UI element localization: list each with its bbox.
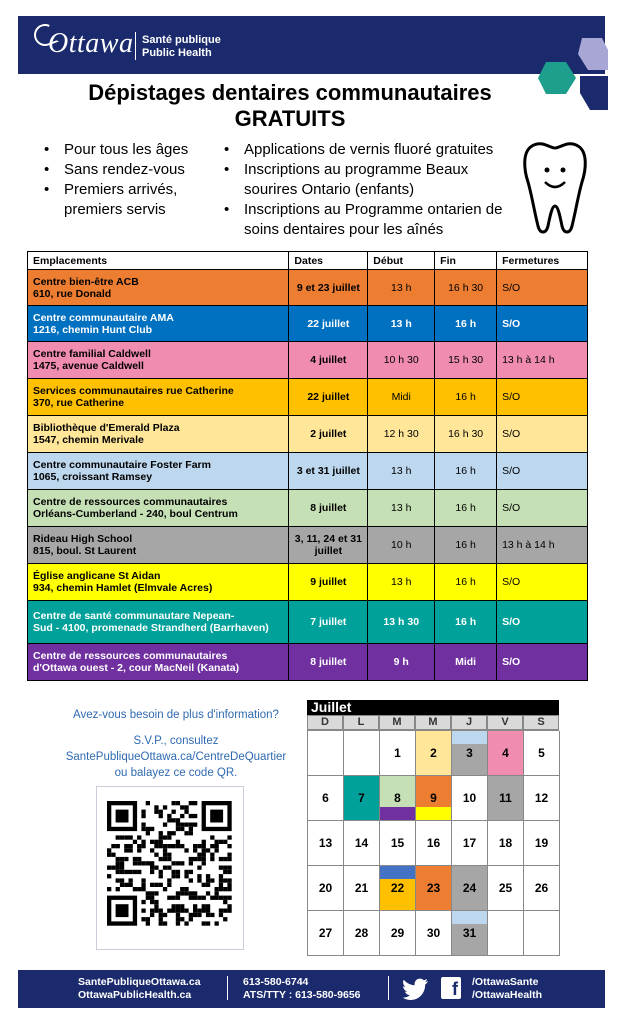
- table-row: [28, 453, 588, 490]
- day-number: 24: [462, 881, 477, 895]
- location-name: Services communautaires rue Catherine: [33, 385, 234, 397]
- day-number: 22: [390, 881, 405, 895]
- closure-cell: S/O: [497, 379, 588, 416]
- day-number: 29: [390, 926, 405, 940]
- dates-cell: 4 juillet: [289, 342, 368, 379]
- calendar-day: [524, 821, 560, 866]
- column-header: Emplacements: [28, 252, 289, 270]
- location-address: d'Ottawa ouest - 2, cour MacNeil (Kanata): [33, 662, 240, 674]
- column-header: Fin: [435, 252, 497, 270]
- column-header: Fermetures: [497, 252, 588, 270]
- day-number: 25: [498, 881, 513, 895]
- end-time-cell: 15 h 30: [435, 342, 497, 379]
- brand-line-fr: Santé publique: [142, 34, 221, 46]
- end-time-cell: 16 h: [435, 564, 497, 601]
- end-time-cell: 16 h: [435, 453, 497, 490]
- closure-cell: 13 h à 14 h: [497, 527, 588, 564]
- end-time-cell: 16 h: [435, 379, 497, 416]
- end-time-cell: Midi: [435, 644, 497, 681]
- location-name: Centre de santé communautare Nepean-: [33, 610, 235, 622]
- calendar-day: [416, 731, 452, 776]
- end-time-cell: 16 h: [435, 527, 497, 564]
- calendar-day: [416, 866, 452, 911]
- info-line: ou balayez ce code QR.: [114, 767, 238, 779]
- calendar-day: [452, 911, 488, 956]
- closure-cell: S/O: [497, 453, 588, 490]
- day-highlight: [416, 807, 451, 820]
- website-link-fr[interactable]: SantePubliqueOttawa.ca: [78, 976, 201, 988]
- phone-number[interactable]: 613-580-6744: [243, 976, 309, 988]
- calendar-day: [488, 776, 524, 821]
- day-number: 14: [354, 836, 369, 850]
- start-time-cell: 10 h: [368, 527, 435, 564]
- calendar-day: [488, 821, 524, 866]
- location-address: 815, boul. St Laurent: [33, 545, 137, 557]
- end-time-cell: 16 h: [435, 490, 497, 527]
- calendar-day: [380, 866, 416, 911]
- location-cell: [28, 416, 289, 453]
- calendar-day: [488, 911, 524, 956]
- day-number: 10: [462, 791, 477, 805]
- end-time-cell: 16 h: [435, 306, 497, 342]
- calendar-day: [308, 776, 344, 821]
- brand-text: [142, 34, 221, 60]
- location-cell: [28, 564, 289, 601]
- calendar-day: [416, 911, 452, 956]
- start-time-cell: 13 h: [368, 270, 435, 306]
- calendar-day: [344, 731, 380, 776]
- dates-cell: 7 juillet: [289, 601, 368, 644]
- day-highlight: [380, 866, 415, 879]
- social-handle-fr[interactable]: /OttawaSante: [472, 976, 539, 988]
- calendar-day: [380, 911, 416, 956]
- calendar-day: [524, 911, 560, 956]
- location-name: Église anglicane St Aidan: [33, 570, 161, 582]
- start-time-cell: 13 h: [368, 490, 435, 527]
- calendar-day: [380, 821, 416, 866]
- locations-table: [27, 251, 588, 681]
- end-time-cell: 16 h: [435, 601, 497, 644]
- location-name: Centre bien-être ACB: [33, 275, 139, 288]
- calendar-grid: [307, 730, 559, 956]
- dates-cell: 3, 11, 24 et 31 juillet: [289, 527, 368, 564]
- closure-cell: 13 h à 14 h: [497, 342, 588, 379]
- day-number: 31: [462, 926, 477, 940]
- day-highlight: [380, 807, 415, 820]
- dates-cell: 22 juillet: [289, 306, 368, 342]
- location-address: 1216, chemin Hunt Club: [33, 323, 153, 336]
- table-row: [28, 379, 588, 416]
- calendar-day: [308, 821, 344, 866]
- website-link-en[interactable]: OttawaPublicHealth.ca: [78, 989, 192, 1001]
- calendar-day: [416, 821, 452, 866]
- bullet-item: • Pour tous les âges: [42, 140, 222, 160]
- location-address: Orléans-Cumberland - 240, boul Centrum: [33, 508, 238, 520]
- calendar-day: [344, 911, 380, 956]
- calendar-day: [524, 776, 560, 821]
- day-number: 4: [502, 746, 509, 760]
- day-number: 21: [354, 881, 369, 895]
- start-time-cell: Midi: [368, 379, 435, 416]
- weekday-label: V: [487, 715, 523, 730]
- location-address: Sud - 4100, promenade Strandherd (Barrhaven): [33, 622, 269, 634]
- location-cell: [28, 527, 289, 564]
- calendar-day: [344, 866, 380, 911]
- footer-websites: [78, 976, 201, 1002]
- table-row: [28, 527, 588, 564]
- dates-cell: 8 juillet: [289, 490, 368, 527]
- footer-social-handles: [472, 976, 542, 1002]
- table-row: [28, 342, 588, 379]
- closure-cell: S/O: [497, 601, 588, 644]
- day-number: 8: [394, 791, 401, 805]
- day-number: 6: [322, 791, 329, 805]
- day-number: 12: [534, 791, 549, 805]
- day-number: 20: [318, 881, 333, 895]
- table-header-row: [28, 252, 588, 270]
- day-highlight: [452, 731, 487, 744]
- table-row: [28, 270, 588, 306]
- dates-cell: 22 juillet: [289, 379, 368, 416]
- day-number: 1: [394, 746, 401, 760]
- location-cell: [28, 342, 289, 379]
- location-address: 370, rue Catherine: [33, 397, 125, 409]
- weekday-label: M: [379, 715, 415, 730]
- calendar-day: [308, 911, 344, 956]
- calendar-day: [452, 731, 488, 776]
- info-url-link[interactable]: SantePubliqueOttawa.ca/CentreDeQuartier: [65, 751, 287, 763]
- start-time-cell: 10 h 30: [368, 342, 435, 379]
- calendar-day: [308, 731, 344, 776]
- bullet-list-right: [222, 140, 522, 240]
- brand-divider: [135, 32, 136, 60]
- closure-cell: S/O: [497, 564, 588, 601]
- end-time-cell: 16 h 30: [435, 270, 497, 306]
- title-line-2: GRATUITS: [234, 106, 346, 131]
- table-row: [28, 644, 588, 681]
- location-name: Rideau High School: [33, 533, 133, 545]
- day-number: 26: [534, 881, 549, 895]
- info-question: Avez-vous besoin de plus d'information?: [73, 709, 279, 721]
- header-banner: [18, 16, 605, 74]
- dates-cell: 2 juillet: [289, 416, 368, 453]
- social-handle-en[interactable]: /OttawaHealth: [472, 989, 543, 1001]
- location-address: 610, rue Donald: [33, 287, 112, 300]
- location-cell: [28, 270, 289, 306]
- day-number: 18: [498, 836, 513, 850]
- location-cell: [28, 379, 289, 416]
- column-header: Début: [368, 252, 435, 270]
- table-row: [28, 564, 588, 601]
- closure-cell: S/O: [497, 306, 588, 342]
- day-number: 30: [426, 926, 441, 940]
- facebook-icon[interactable]: f: [441, 977, 461, 999]
- weekday-label: L: [343, 715, 379, 730]
- start-time-cell: 13 h: [368, 306, 435, 342]
- start-time-cell: 9 h: [368, 644, 435, 681]
- day-number: 23: [426, 881, 441, 895]
- calendar-day: [452, 776, 488, 821]
- calendar-day: [308, 866, 344, 911]
- weekday-label: D: [307, 715, 343, 730]
- location-address: 1547, chemin Merivale: [33, 434, 144, 446]
- calendar-day: [380, 776, 416, 821]
- closure-cell: S/O: [497, 644, 588, 681]
- location-name: Centre familial Caldwell: [33, 348, 151, 360]
- calendar-day: [380, 731, 416, 776]
- start-time-cell: 13 h: [368, 453, 435, 490]
- end-time-cell: 16 h 30: [435, 416, 497, 453]
- calendar-month-title: Juillet: [307, 700, 559, 715]
- day-number: 15: [390, 836, 405, 850]
- table-row: [28, 306, 588, 342]
- day-number: 27: [318, 926, 333, 940]
- calendar-day: [344, 821, 380, 866]
- calendar-day: [488, 866, 524, 911]
- footer-divider: [388, 976, 389, 1000]
- location-address: 934, chemin Hamlet (Elmvale Acres): [33, 582, 213, 594]
- dates-cell: 3 et 31 juillet: [289, 453, 368, 490]
- start-time-cell: 13 h: [368, 564, 435, 601]
- day-number: 16: [426, 836, 441, 850]
- title-line-1: Dépistages dentaires communautaires: [88, 80, 492, 105]
- bullet-item: • Applications de vernis fluoré gratuites: [222, 140, 522, 160]
- qr-code-icon: [97, 787, 243, 949]
- locations-table-body: [28, 270, 588, 681]
- day-number: 28: [354, 926, 369, 940]
- dates-cell: 8 juillet: [289, 644, 368, 681]
- dates-cell: 9 et 23 juillet: [289, 270, 368, 306]
- closure-cell: S/O: [497, 490, 588, 527]
- july-calendar: [307, 700, 559, 956]
- location-cell: [28, 490, 289, 527]
- calendar-weekday-header: [307, 715, 559, 730]
- table-row: [28, 490, 588, 527]
- tty-number[interactable]: ATS/TTY : 613-580-9656: [243, 989, 361, 1001]
- location-address: 1065, croissant Ramsey: [33, 471, 153, 483]
- ottawa-logo: Ottawa: [48, 28, 134, 59]
- day-number: 7: [358, 791, 365, 805]
- bullet-item: • Sans rendez-vous: [42, 160, 222, 180]
- location-cell: [28, 453, 289, 490]
- calendar-day: [452, 821, 488, 866]
- twitter-icon[interactable]: [403, 978, 429, 1000]
- dates-cell: 9 juillet: [289, 564, 368, 601]
- bullet-item: • Premiers arrivés, premiers servis: [42, 180, 222, 220]
- calendar-day: [416, 776, 452, 821]
- footer-phones: [243, 976, 361, 1002]
- location-cell: [28, 306, 289, 342]
- day-number: 13: [318, 836, 333, 850]
- calendar-day: [524, 731, 560, 776]
- column-header: Dates: [289, 252, 368, 270]
- closure-cell: S/O: [497, 416, 588, 453]
- bullet-item: • Inscriptions au programme Beaux sourires Ontario (enfants): [222, 160, 522, 200]
- footer-divider: [227, 976, 228, 1000]
- weekday-label: J: [451, 715, 487, 730]
- start-time-cell: 12 h 30: [368, 416, 435, 453]
- calendar-day: [452, 866, 488, 911]
- bullet-item: • Inscriptions au Programme ontarien de soins dentaires pour les aînés: [222, 200, 522, 240]
- location-address: 1475, avenue Caldwell: [33, 360, 144, 372]
- location-name: Centre de ressources communautaires: [33, 650, 228, 662]
- day-number: 17: [462, 836, 477, 850]
- weekday-label: M: [415, 715, 451, 730]
- bullet-list-left: [42, 140, 222, 220]
- location-cell: [28, 601, 289, 644]
- day-highlight: [452, 911, 487, 924]
- footer-banner: [18, 970, 605, 1008]
- location-name: Centre communautaire AMA: [33, 311, 174, 324]
- table-row: [28, 416, 588, 453]
- calendar-day: [344, 776, 380, 821]
- qr-code[interactable]: [96, 786, 244, 950]
- location-name: Bibliothèque d'Emerald Plaza: [33, 422, 180, 434]
- location-name: Centre de ressources communautaires: [33, 496, 228, 508]
- smiling-tooth-icon: [520, 140, 590, 240]
- start-time-cell: 13 h 30: [368, 601, 435, 644]
- day-number: 5: [538, 746, 545, 760]
- day-number: 3: [466, 746, 473, 760]
- table-row: [28, 601, 588, 644]
- day-number: 11: [499, 791, 512, 805]
- calendar-day: [488, 731, 524, 776]
- day-number: 19: [534, 836, 549, 850]
- calendar-day: [524, 866, 560, 911]
- location-name: Centre communautaire Foster Farm: [33, 459, 211, 471]
- page-title: [40, 80, 540, 132]
- hexagon-decoration: [538, 38, 608, 110]
- day-number: 9: [430, 791, 437, 805]
- brand-line-en: Public Health: [142, 47, 212, 59]
- closure-cell: S/O: [497, 270, 588, 306]
- weekday-label: S: [523, 715, 559, 730]
- info-text: [62, 707, 290, 781]
- info-line: S.V.P., consultez: [133, 735, 219, 747]
- location-cell: [28, 644, 289, 681]
- day-number: 2: [430, 746, 437, 760]
